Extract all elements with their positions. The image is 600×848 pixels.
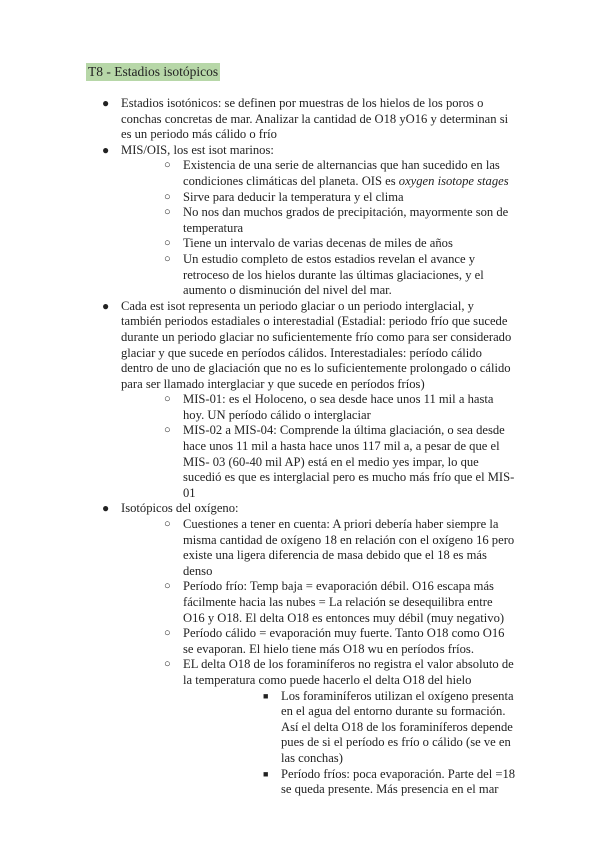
- disc-bullet-icon: ●: [102, 142, 110, 157]
- item-text: Tiene un intervalo de varias decenas de miles de años: [183, 236, 453, 251]
- item-text: MIS/OIS, los est isot marinos:: [121, 142, 274, 157]
- item-text: EL delta O18 de los foraminíferos no registra el valor absoluto de la temperatura como puede hacerlo el delta O18 del hielo: [183, 657, 514, 687]
- list-item: [121, 158, 516, 189]
- list-item: [121, 236, 516, 252]
- circle-bullet-icon: ○: [164, 190, 171, 203]
- sub-list: [121, 392, 516, 501]
- circle-bullet-icon: ○: [164, 206, 171, 219]
- square-bullet-icon: ■: [263, 768, 269, 779]
- sub-list: [121, 158, 516, 298]
- circle-bullet-icon: ○: [164, 424, 171, 437]
- outline-list: [96, 96, 516, 798]
- circle-bullet-icon: ○: [164, 518, 171, 531]
- list-item: [96, 501, 516, 797]
- list-item: [96, 299, 516, 502]
- item-text: MIS-01: es el Holoceno, o sea desde hace unos 11 mil a hasta hoy. UN período cálido o interglaciar: [183, 392, 494, 422]
- item-text: Período fríos: poca evaporación. Parte del =18 se queda presente. Más presencia en el mar: [281, 766, 516, 797]
- item-text: No nos dan muchos grados de precipitación, mayormente son de temperatura: [183, 205, 509, 235]
- document-title: T8 - Estadios isotópicos: [88, 64, 219, 79]
- list-item: [121, 657, 516, 797]
- sub-sub-list: [183, 689, 516, 798]
- list-item: [121, 252, 516, 299]
- item-text: Los foraminíferos utilizan el oxígeno presenta en el agua del entorno durante su formación. Así el delta O18 de los foraminíferos depende pues de si el período es frío o cálido (se ve en las conchas): [281, 688, 514, 765]
- list-item: [121, 392, 516, 423]
- square-bullet-icon: ■: [263, 690, 269, 701]
- circle-bullet-icon: ○: [164, 252, 171, 265]
- list-item: [183, 767, 516, 798]
- list-item: [121, 423, 516, 501]
- item-text: Un estudio completo de estos estadios revelan el avance y retroceso de los hielos durante las últimas glaciaciones, y el aumento o disminución del nivel del mar.: [183, 251, 484, 298]
- list-item: [121, 626, 516, 657]
- item-text: Período frío: Temp baja = evaporación débil. O16 escapa más fácilmente hacia las nubes = La relación se desequilibra entre O16 y O18. El delta O18 es entonces muy débil (muy negativo): [183, 579, 505, 625]
- document-body: [96, 96, 516, 798]
- list-item: [121, 517, 516, 579]
- circle-bullet-icon: ○: [164, 627, 171, 640]
- item-text: MIS-02 a MIS-04: Comprende la última glaciación, o sea desde hace unos 11 mil a hasta hace unos 117 mil a, a pesar de que el MIS- 03 (60-40 mil AP) está en el medio yes impar, lo que sucedió es que es interglacial pero es mucho más frío que el MIS-01: [183, 423, 515, 500]
- item-text: Estadios isotónicos: se definen por muestras de los hielos de los poros o conchas concretas de mar. Analizar la cantidad de O18 yO16 y determinan si es un periodo más cálido o frío: [121, 96, 509, 142]
- circle-bullet-icon: ○: [164, 580, 171, 593]
- list-item: [96, 143, 516, 299]
- item-text: Isotópicos del oxígeno:: [121, 501, 239, 516]
- item-text: Sirve para deducir la temperatura y el clima: [183, 189, 404, 204]
- circle-bullet-icon: ○: [164, 159, 171, 172]
- circle-bullet-icon: ○: [164, 237, 171, 250]
- disc-bullet-icon: ●: [102, 298, 110, 313]
- list-item: [121, 190, 516, 206]
- sub-list: [121, 517, 516, 798]
- circle-bullet-icon: ○: [164, 393, 171, 406]
- list-item: [96, 96, 516, 143]
- item-text: Cada est isot representa un periodo glaciar o un periodo interglacial, y también periodos estadiales o interestadial (Estadial: periodo frío que sucede durante un periodo glaciar no suficientemente frío como para ser considerado glaciar y que sucede en períodos cálidos. Interestadiales: período cálido dentro de uno de glaciación que no es lo suficientemente prolongado o cálido para ser llamado interglaciar y que sucede en períodos fríos): [121, 298, 512, 391]
- disc-bullet-icon: ●: [102, 96, 110, 110]
- item-italic-text: oxygen isotope stages: [398, 173, 509, 188]
- list-item: [183, 689, 516, 767]
- item-text: Existencia de una serie de alternancias que han sucedido en las condiciones climáticas del planeta. OIS es: [183, 158, 500, 188]
- item-text: Cuestiones a tener en cuenta: A priori debería haber siempre la misma cantidad de oxígeno 18 en relación con el oxígeno 16 pero existe una ligera diferencia de masa debido que el 18 es más denso: [183, 517, 515, 578]
- circle-bullet-icon: ○: [164, 658, 171, 671]
- list-item: [121, 205, 516, 236]
- disc-bullet-icon: ●: [102, 501, 110, 516]
- item-text: Período cálido = evaporación muy fuerte. Tanto O18 como O16 se evaporan. El hielo tiene más O18 wu en períodos fríos.: [183, 626, 505, 656]
- list-item: [121, 579, 516, 626]
